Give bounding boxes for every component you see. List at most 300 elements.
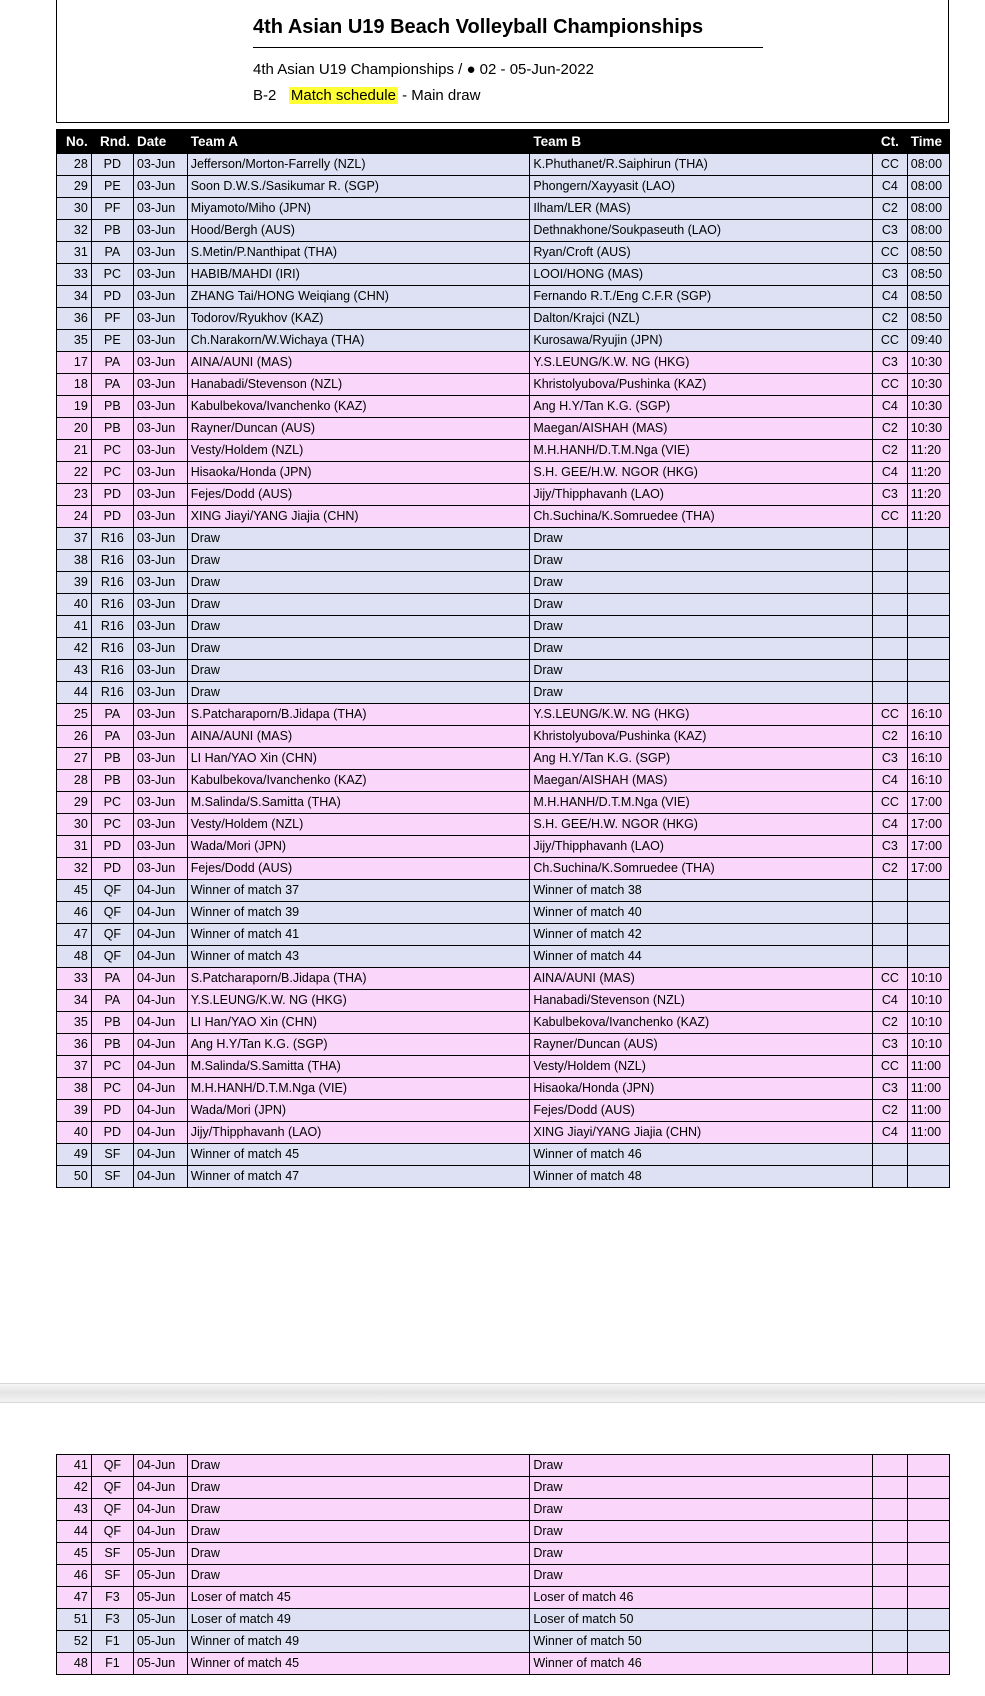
team-a-cell: S.Patcharaporn/B.Jidapa (THA): [187, 968, 530, 990]
team-a-cell: Draw: [187, 572, 530, 594]
date-cell: 03-Jun: [133, 374, 187, 396]
team-b-cell: Draw: [530, 528, 873, 550]
team-a-cell: S.Patcharaporn/B.Jidapa (THA): [187, 704, 530, 726]
time-cell: [907, 1587, 949, 1609]
section-highlighted-label: Match schedule: [290, 87, 396, 104]
table-row: [57, 946, 950, 968]
team-b-cell: AINA/AUNI (MAS): [530, 968, 873, 990]
team-a-cell: Kabulbekova/Ivanchenko (KAZ): [187, 770, 530, 792]
round-cell: PA: [91, 242, 133, 264]
court-cell: CC: [873, 374, 908, 396]
court-cell: C2: [873, 858, 908, 880]
date-cell: 05-Jun: [133, 1609, 187, 1631]
table-row: [57, 352, 950, 374]
match-number-cell: 32: [57, 220, 92, 242]
team-b-cell: Vesty/Holdem (NZL): [530, 1056, 873, 1078]
team-b-cell: Y.S.LEUNG/K.W. NG (HKG): [530, 704, 873, 726]
time-cell: 11:00: [907, 1078, 949, 1100]
table-row: [57, 1543, 950, 1565]
time-cell: [907, 1499, 949, 1521]
team-b-cell: Draw: [530, 1565, 873, 1587]
team-b-cell: Dalton/Krajci (NZL): [530, 308, 873, 330]
team-b-cell: S.H. GEE/H.W. NGOR (HKG): [530, 462, 873, 484]
match-number-cell: 29: [57, 176, 92, 198]
court-cell: C2: [873, 1012, 908, 1034]
table-row: [57, 1012, 950, 1034]
match-number-cell: 42: [57, 638, 92, 660]
team-a-cell: Draw: [187, 660, 530, 682]
table-row: [57, 836, 950, 858]
time-cell: [907, 1565, 949, 1587]
schedule-body: [57, 154, 950, 1188]
round-cell: PB: [91, 220, 133, 242]
match-number-cell: 40: [57, 1122, 92, 1144]
round-cell: PD: [91, 836, 133, 858]
team-b-cell: Winner of match 44: [530, 946, 873, 968]
match-number-cell: 38: [57, 1078, 92, 1100]
team-b-cell: Jijy/Thipphavanh (LAO): [530, 836, 873, 858]
match-number-cell: 47: [57, 1587, 92, 1609]
time-cell: 08:00: [907, 198, 949, 220]
team-b-cell: Hanabadi/Stevenson (NZL): [530, 990, 873, 1012]
match-number-cell: 48: [57, 946, 92, 968]
match-number-cell: 37: [57, 1056, 92, 1078]
round-cell: QF: [91, 880, 133, 902]
document-subtitle: 4th Asian U19 Championships / ● 02 - 05-Jun-2022: [253, 61, 594, 78]
date-cell: 03-Jun: [133, 616, 187, 638]
team-a-cell: Winner of match 47: [187, 1166, 530, 1188]
time-cell: [907, 924, 949, 946]
match-number-cell: 52: [57, 1631, 92, 1653]
table-row: [57, 1166, 950, 1188]
time-cell: [907, 1477, 949, 1499]
match-number-cell: 32: [57, 858, 92, 880]
time-cell: 10:10: [907, 1012, 949, 1034]
date-cell: 03-Jun: [133, 330, 187, 352]
time-cell: [907, 1631, 949, 1653]
match-number-cell: 30: [57, 198, 92, 220]
table-row: [57, 1122, 950, 1144]
court-cell: [873, 1144, 908, 1166]
round-cell: R16: [91, 594, 133, 616]
team-b-cell: Khristolyubova/Pushinka (KAZ): [530, 726, 873, 748]
team-b-cell: Kabulbekova/Ivanchenko (KAZ): [530, 1012, 873, 1034]
team-a-cell: Winner of match 43: [187, 946, 530, 968]
table-row: [57, 198, 950, 220]
table-row: [57, 792, 950, 814]
match-number-cell: 39: [57, 1100, 92, 1122]
table-row: [57, 616, 950, 638]
team-b-cell: Draw: [530, 1477, 873, 1499]
team-a-cell: Draw: [187, 550, 530, 572]
date-cell: 05-Jun: [133, 1653, 187, 1675]
table-row: [57, 462, 950, 484]
team-b-cell: Y.S.LEUNG/K.W. NG (HKG): [530, 352, 873, 374]
round-cell: PC: [91, 264, 133, 286]
table-row: [57, 638, 950, 660]
time-cell: 16:10: [907, 704, 949, 726]
table-row: [57, 924, 950, 946]
match-number-cell: 28: [57, 770, 92, 792]
time-cell: 10:10: [907, 968, 949, 990]
team-b-cell: Winner of match 50: [530, 1631, 873, 1653]
court-cell: C4: [873, 814, 908, 836]
court-cell: [873, 1609, 908, 1631]
round-cell: PD: [91, 1100, 133, 1122]
table-row: [57, 154, 950, 176]
table-row: [57, 1587, 950, 1609]
time-cell: 17:00: [907, 814, 949, 836]
date-cell: 03-Jun: [133, 308, 187, 330]
team-a-cell: Draw: [187, 1499, 530, 1521]
team-b-cell: Maegan/AISHAH (MAS): [530, 770, 873, 792]
round-cell: PF: [91, 198, 133, 220]
date-cell: 04-Jun: [133, 1122, 187, 1144]
court-cell: C4: [873, 770, 908, 792]
match-number-cell: 28: [57, 154, 92, 176]
match-number-cell: 21: [57, 440, 92, 462]
team-a-cell: Winner of match 45: [187, 1144, 530, 1166]
court-cell: [873, 880, 908, 902]
round-cell: SF: [91, 1166, 133, 1188]
date-cell: 03-Jun: [133, 528, 187, 550]
court-cell: C2: [873, 198, 908, 220]
table-row: [57, 1455, 950, 1477]
time-cell: 16:10: [907, 726, 949, 748]
team-a-cell: Vesty/Holdem (NZL): [187, 814, 530, 836]
table-row: [57, 1565, 950, 1587]
team-b-cell: Phongern/Xayyasit (LAO): [530, 176, 873, 198]
round-cell: PB: [91, 396, 133, 418]
court-cell: CC: [873, 704, 908, 726]
table-row: [57, 1609, 950, 1631]
col-header-no: No.: [57, 130, 92, 154]
court-cell: C3: [873, 748, 908, 770]
team-b-cell: S.H. GEE/H.W. NGOR (HKG): [530, 814, 873, 836]
table-row: [57, 594, 950, 616]
table-row: [57, 1078, 950, 1100]
time-cell: [907, 616, 949, 638]
round-cell: QF: [91, 902, 133, 924]
match-number-cell: 20: [57, 418, 92, 440]
time-cell: 10:10: [907, 990, 949, 1012]
date-cell: 04-Jun: [133, 880, 187, 902]
team-a-cell: Draw: [187, 1455, 530, 1477]
col-header-court: Ct.: [873, 130, 908, 154]
time-cell: 16:10: [907, 770, 949, 792]
team-b-cell: Draw: [530, 1455, 873, 1477]
date-cell: 03-Jun: [133, 484, 187, 506]
court-cell: [873, 946, 908, 968]
date-cell: 03-Jun: [133, 550, 187, 572]
team-a-cell: Fejes/Dodd (AUS): [187, 858, 530, 880]
section-line: [253, 87, 480, 104]
date-cell: 03-Jun: [133, 440, 187, 462]
match-number-cell: 51: [57, 1609, 92, 1631]
round-cell: PF: [91, 308, 133, 330]
court-cell: CC: [873, 792, 908, 814]
team-a-cell: AINA/AUNI (MAS): [187, 352, 530, 374]
team-b-cell: Maegan/AISHAH (MAS): [530, 418, 873, 440]
team-b-cell: XING Jiayi/YANG Jiajia (CHN): [530, 1122, 873, 1144]
table-row: [57, 968, 950, 990]
court-cell: C4: [873, 990, 908, 1012]
team-b-cell: Ang H.Y/Tan K.G. (SGP): [530, 748, 873, 770]
date-cell: 03-Jun: [133, 462, 187, 484]
match-number-cell: 45: [57, 1543, 92, 1565]
round-cell: PA: [91, 374, 133, 396]
team-a-cell: Draw: [187, 1521, 530, 1543]
court-cell: [873, 682, 908, 704]
table-row: [57, 1521, 950, 1543]
date-cell: 03-Jun: [133, 836, 187, 858]
date-cell: 03-Jun: [133, 264, 187, 286]
team-a-cell: M.H.HANH/D.T.M.Nga (VIE): [187, 1078, 530, 1100]
match-number-cell: 37: [57, 528, 92, 550]
team-a-cell: Rayner/Duncan (AUS): [187, 418, 530, 440]
round-cell: R16: [91, 528, 133, 550]
date-cell: 04-Jun: [133, 1455, 187, 1477]
round-cell: PA: [91, 352, 133, 374]
team-b-cell: Winner of match 42: [530, 924, 873, 946]
court-cell: [873, 924, 908, 946]
table-row: [57, 1144, 950, 1166]
match-number-cell: 44: [57, 1521, 92, 1543]
table-row: [57, 396, 950, 418]
table-row: [57, 1631, 950, 1653]
court-cell: C3: [873, 1034, 908, 1056]
round-cell: R16: [91, 550, 133, 572]
team-a-cell: Soon D.W.S./Sasikumar R. (SGP): [187, 176, 530, 198]
match-number-cell: 17: [57, 352, 92, 374]
date-cell: 04-Jun: [133, 1521, 187, 1543]
match-number-cell: 36: [57, 1034, 92, 1056]
round-cell: R16: [91, 682, 133, 704]
date-cell: 03-Jun: [133, 748, 187, 770]
team-a-cell: S.Metin/P.Nanthipat (THA): [187, 242, 530, 264]
time-cell: [907, 902, 949, 924]
time-cell: [907, 572, 949, 594]
team-a-cell: Hood/Bergh (AUS): [187, 220, 530, 242]
table-row: [57, 528, 950, 550]
round-cell: PB: [91, 1012, 133, 1034]
time-cell: 08:00: [907, 176, 949, 198]
table-row: [57, 660, 950, 682]
date-cell: 03-Jun: [133, 352, 187, 374]
round-cell: F1: [91, 1653, 133, 1675]
match-number-cell: 31: [57, 242, 92, 264]
team-a-cell: Todorov/Ryukhov (KAZ): [187, 308, 530, 330]
round-cell: PC: [91, 1056, 133, 1078]
date-cell: 03-Jun: [133, 176, 187, 198]
match-number-cell: 43: [57, 660, 92, 682]
match-number-cell: 49: [57, 1144, 92, 1166]
team-a-cell: LI Han/YAO Xin (CHN): [187, 748, 530, 770]
team-a-cell: Draw: [187, 638, 530, 660]
time-cell: 08:50: [907, 308, 949, 330]
team-a-cell: LI Han/YAO Xin (CHN): [187, 1012, 530, 1034]
team-a-cell: Kabulbekova/Ivanchenko (KAZ): [187, 396, 530, 418]
team-a-cell: Hanabadi/Stevenson (NZL): [187, 374, 530, 396]
team-a-cell: Y.S.LEUNG/K.W. NG (HKG): [187, 990, 530, 1012]
date-cell: 04-Jun: [133, 1144, 187, 1166]
team-a-cell: Draw: [187, 1477, 530, 1499]
match-number-cell: 36: [57, 308, 92, 330]
table-row: [57, 726, 950, 748]
time-cell: [907, 1144, 949, 1166]
team-a-cell: Jefferson/Morton-Farrelly (NZL): [187, 154, 530, 176]
time-cell: [907, 550, 949, 572]
time-cell: 11:00: [907, 1056, 949, 1078]
table-row: [57, 550, 950, 572]
table-row: [57, 330, 950, 352]
table-row: [57, 418, 950, 440]
team-a-cell: XING Jiayi/YANG Jiajia (CHN): [187, 506, 530, 528]
match-number-cell: 19: [57, 396, 92, 418]
date-cell: 05-Jun: [133, 1587, 187, 1609]
date-cell: 03-Jun: [133, 572, 187, 594]
match-number-cell: 48: [57, 1653, 92, 1675]
team-b-cell: Winner of match 38: [530, 880, 873, 902]
team-b-cell: M.H.HANH/D.T.M.Nga (VIE): [530, 440, 873, 462]
team-b-cell: Ch.Suchina/K.Somruedee (THA): [530, 506, 873, 528]
schedule-table: [56, 129, 950, 1188]
team-a-cell: Jijy/Thipphavanh (LAO): [187, 1122, 530, 1144]
team-b-cell: Winner of match 46: [530, 1653, 873, 1675]
round-cell: F3: [91, 1587, 133, 1609]
court-cell: C2: [873, 440, 908, 462]
table-row: [57, 858, 950, 880]
match-number-cell: 34: [57, 990, 92, 1012]
round-cell: R16: [91, 572, 133, 594]
court-cell: [873, 902, 908, 924]
round-cell: SF: [91, 1565, 133, 1587]
court-cell: C3: [873, 264, 908, 286]
match-number-cell: 35: [57, 330, 92, 352]
table-row: [57, 1477, 950, 1499]
team-a-cell: Draw: [187, 616, 530, 638]
team-a-cell: AINA/AUNI (MAS): [187, 726, 530, 748]
match-number-cell: 45: [57, 880, 92, 902]
court-cell: [873, 1565, 908, 1587]
time-cell: 10:30: [907, 374, 949, 396]
court-cell: [873, 1477, 908, 1499]
team-a-cell: Wada/Mori (JPN): [187, 1100, 530, 1122]
team-b-cell: Draw: [530, 1543, 873, 1565]
date-cell: 03-Jun: [133, 858, 187, 880]
match-number-cell: 33: [57, 968, 92, 990]
time-cell: 10:10: [907, 1034, 949, 1056]
col-header-date: Date: [133, 130, 187, 154]
court-cell: C4: [873, 462, 908, 484]
date-cell: 03-Jun: [133, 638, 187, 660]
court-cell: [873, 1587, 908, 1609]
round-cell: QF: [91, 924, 133, 946]
time-cell: 11:20: [907, 462, 949, 484]
match-number-cell: 35: [57, 1012, 92, 1034]
team-b-cell: Winner of match 48: [530, 1166, 873, 1188]
time-cell: 08:50: [907, 286, 949, 308]
round-cell: R16: [91, 616, 133, 638]
round-cell: F3: [91, 1609, 133, 1631]
date-cell: 05-Jun: [133, 1631, 187, 1653]
team-b-cell: Draw: [530, 660, 873, 682]
time-cell: 11:20: [907, 440, 949, 462]
table-row: [57, 704, 950, 726]
team-b-cell: Fernando R.T./Eng C.F.R (SGP): [530, 286, 873, 308]
time-cell: [907, 1543, 949, 1565]
court-cell: [873, 1166, 908, 1188]
match-number-cell: 30: [57, 814, 92, 836]
round-cell: SF: [91, 1144, 133, 1166]
match-number-cell: 40: [57, 594, 92, 616]
team-a-cell: Wada/Mori (JPN): [187, 836, 530, 858]
date-cell: 04-Jun: [133, 1056, 187, 1078]
team-a-cell: Winner of match 41: [187, 924, 530, 946]
title-underline: [253, 47, 763, 48]
table-row: [57, 374, 950, 396]
team-a-cell: M.Salinda/S.Samitta (THA): [187, 792, 530, 814]
team-b-cell: Ang H.Y/Tan K.G. (SGP): [530, 396, 873, 418]
team-b-cell: Rayner/Duncan (AUS): [530, 1034, 873, 1056]
court-cell: C3: [873, 220, 908, 242]
time-cell: [907, 1521, 949, 1543]
team-a-cell: Hisaoka/Honda (JPN): [187, 462, 530, 484]
round-cell: PC: [91, 814, 133, 836]
table-row: [57, 902, 950, 924]
team-a-cell: HABIB/MAHDI (IRI): [187, 264, 530, 286]
match-number-cell: 23: [57, 484, 92, 506]
document-header: [56, 0, 949, 123]
match-number-cell: 22: [57, 462, 92, 484]
time-cell: 17:00: [907, 836, 949, 858]
round-cell: QF: [91, 946, 133, 968]
team-a-cell: ZHANG Tai/HONG Weiqiang (CHN): [187, 286, 530, 308]
court-cell: [873, 1499, 908, 1521]
time-cell: 10:30: [907, 396, 949, 418]
match-number-cell: 27: [57, 748, 92, 770]
round-cell: PB: [91, 1034, 133, 1056]
table-row: [57, 880, 950, 902]
court-cell: C3: [873, 484, 908, 506]
team-a-cell: Draw: [187, 1565, 530, 1587]
match-number-cell: 34: [57, 286, 92, 308]
round-cell: PD: [91, 1122, 133, 1144]
team-b-cell: Ilham/LER (MAS): [530, 198, 873, 220]
team-b-cell: LOOI/HONG (MAS): [530, 264, 873, 286]
round-cell: PA: [91, 704, 133, 726]
table-row: [57, 748, 950, 770]
match-number-cell: 50: [57, 1166, 92, 1188]
table-row: [57, 264, 950, 286]
time-cell: 16:10: [907, 748, 949, 770]
team-b-cell: M.H.HANH/D.T.M.Nga (VIE): [530, 792, 873, 814]
court-cell: [873, 550, 908, 572]
date-cell: 03-Jun: [133, 396, 187, 418]
table-row: [57, 1056, 950, 1078]
match-number-cell: 46: [57, 1565, 92, 1587]
court-cell: [873, 1543, 908, 1565]
court-cell: CC: [873, 330, 908, 352]
match-number-cell: 26: [57, 726, 92, 748]
schedule-continuation-table: [56, 1454, 950, 1675]
date-cell: 03-Jun: [133, 154, 187, 176]
date-cell: 03-Jun: [133, 814, 187, 836]
table-row: [57, 1034, 950, 1056]
court-cell: [873, 660, 908, 682]
court-cell: [873, 1455, 908, 1477]
schedule-header-row: [57, 130, 950, 154]
